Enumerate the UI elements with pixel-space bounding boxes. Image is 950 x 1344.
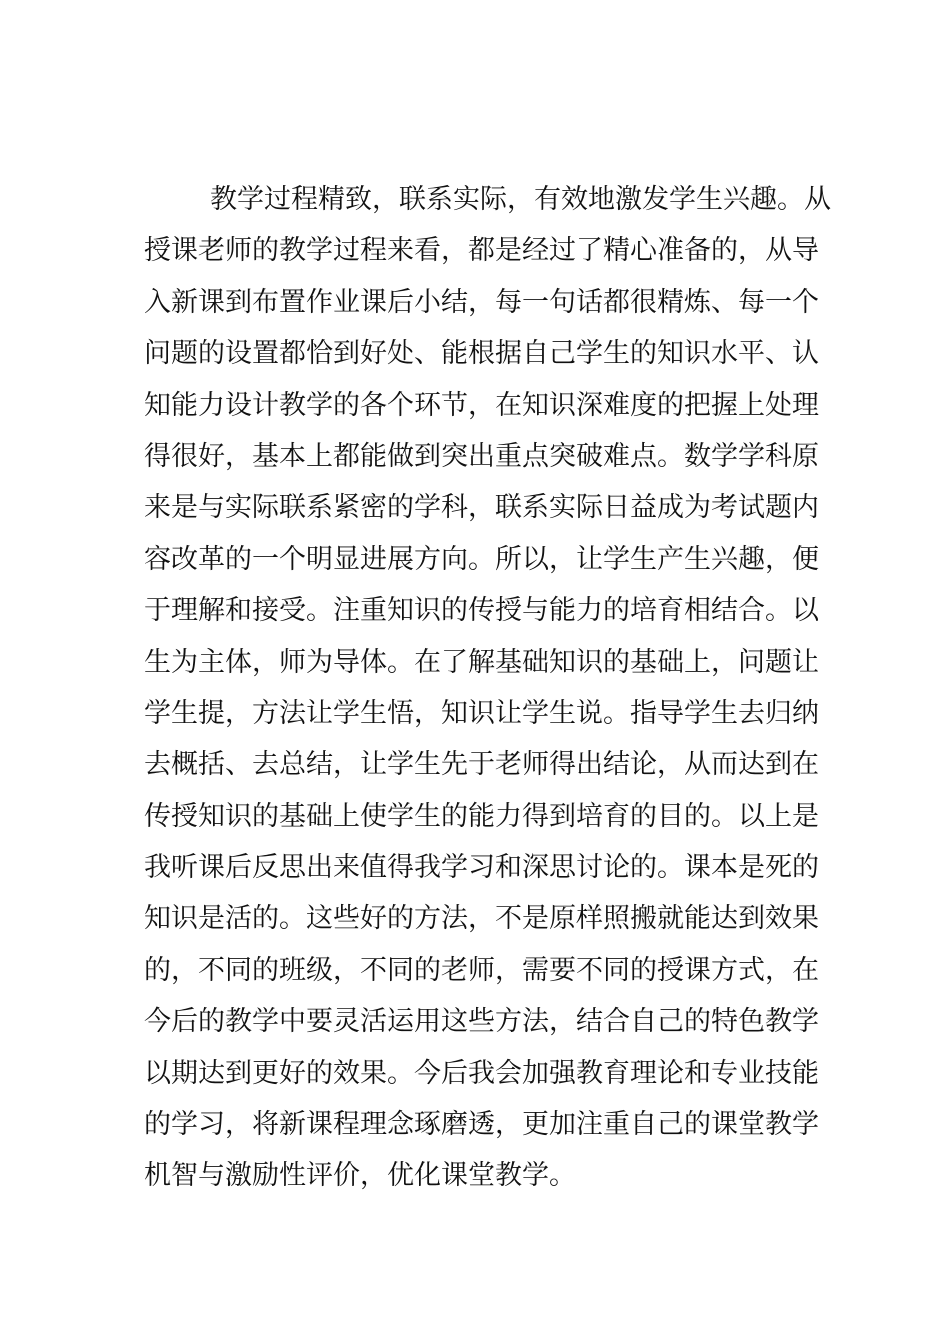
text-line: 的，不同的班级，不同的老师，需要不同的授课方式，在 [144,954,819,986]
text-line: 得很好，基本上都能做到突出重点突破难点。数学学科原 [144,440,819,472]
text-line: 教学过程精致，联系实际，有效地激发学生兴趣。从 [210,184,831,215]
text-line: 问题的设置都恰到好处、能根据自己学生的知识水平、认 [144,338,819,370]
text-line: 生为主体，师为导体。在了解基础知识的基础上，问题让 [144,646,819,678]
text-line: 入新课到布置作业课后小结，每一句话都很精炼、每一个 [144,286,819,318]
text-line: 授课老师的教学过程来看，都是经过了精心准备的，从导 [144,235,819,267]
text-line: 以期达到更好的效果。今后我会加强教育理论和专业技能 [144,1057,819,1089]
body-paragraph [144,174,831,1202]
text-line: 知识是活的。这些好的方法，不是原样照搬就能达到效果 [144,903,819,935]
text-line: 学生提，方法让学生悟，知识让学生说。指导学生去归纳 [144,697,819,729]
text-line: 的学习，将新课程理念琢磨透，更加注重自己的课堂教学 [144,1109,819,1141]
text-line: 传授知识的基础上使学生的能力得到培育的目的。以上是 [144,800,819,832]
text-line: 去概括、去总结，让学生先于老师得出结论，从而达到在 [144,749,819,781]
text-line: 今后的教学中要灵活运用这些方法，结合自己的特色教学 [144,1006,819,1038]
text-line: 容改革的一个明显进展方向。所以，让学生产生兴趣，便 [144,543,819,575]
text-line: 来是与实际联系紧密的学科，联系实际日益成为考试题内 [144,492,819,524]
text-line: 我听课后反思出来值得我学习和深思讨论的。课本是死的 [144,852,819,884]
text-line: 于理解和接受。注重知识的传授与能力的培育相结合。以 [144,595,819,627]
text-line: 知能力设计教学的各个环节，在知识深难度的把握上处理 [144,389,819,421]
text-line: 机智与激励性评价，优化课堂教学。 [144,1160,576,1192]
